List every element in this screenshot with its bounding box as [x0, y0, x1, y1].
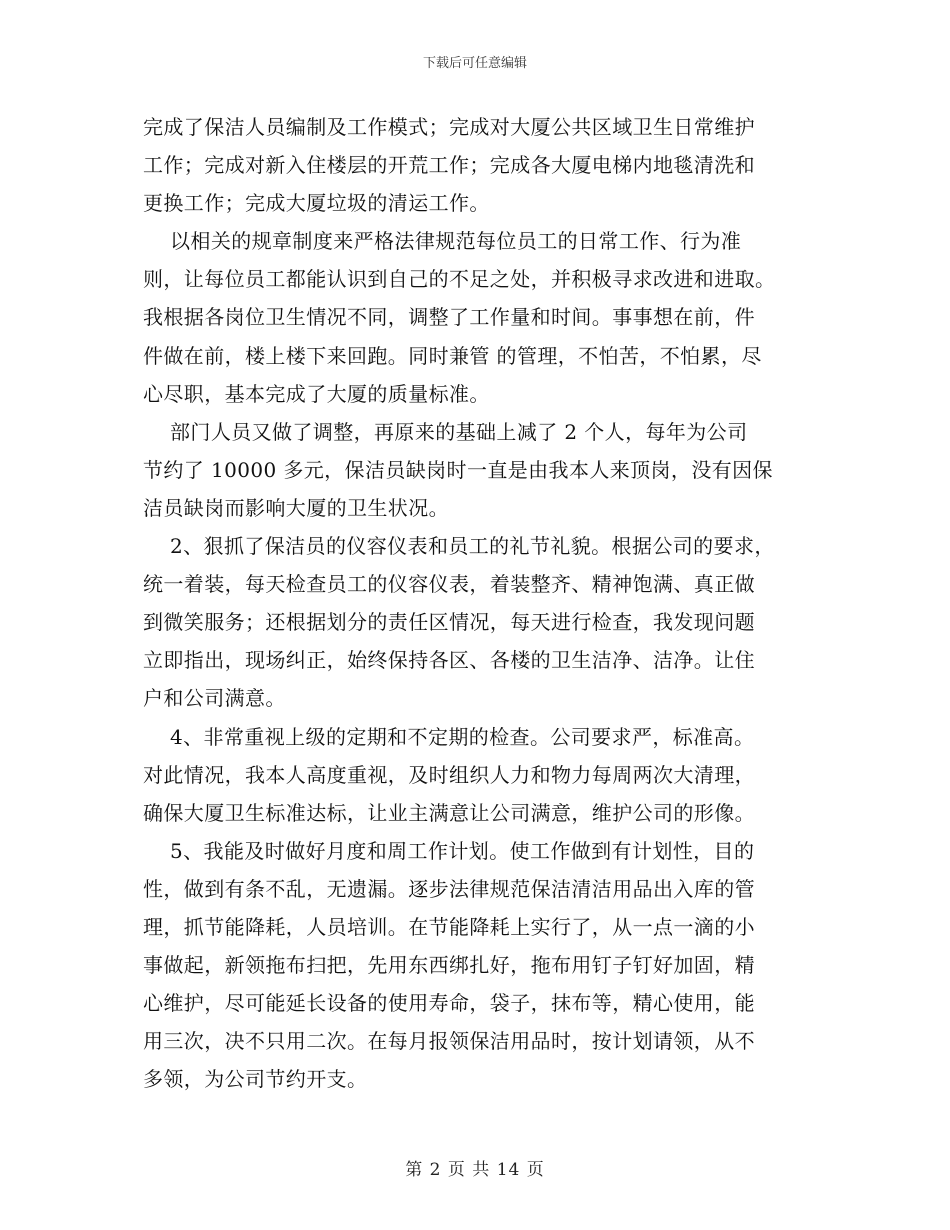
page-header-note: 下载后可任意编辑: [422, 56, 527, 71]
text-line: 则，让每位员工都能认识到自己的不足之处，并积极寻求改进和进取。: [143, 267, 776, 292]
page-number-footer: 第 2 页 共 14 页: [405, 1160, 545, 1180]
text-line: 4、非常重视上级的定期和不定期的检查。公司要求严，标准高。: [143, 724, 755, 749]
text-line: 事做起，新领拖布扫把，先用东西绑扎好，拖布用钉子钉好加固，精: [143, 953, 755, 978]
text-line: 理，抓节能降耗，人员培训。在节能降耗上实行了，从一点一滴的小: [143, 914, 755, 939]
text-line: 2、狠抓了保洁员的仪容仪表和员工的礼节礼貌。根据公司的要求，: [143, 534, 775, 559]
text-line: 户和公司满意。: [143, 686, 286, 711]
text-line: 工作；完成对新入住楼层的开荒工作；完成各大厦电梯内地毯清洗和: [143, 153, 755, 178]
text-line: 立即指出，现场纠正，始终保持各区、各楼的卫生洁净、洁净。让住: [143, 648, 755, 673]
text-line: 心尽职，基本完成了大厦的质量标准。: [143, 381, 490, 406]
text-line: 我根据各岗位卫生情况不同，调整了工作量和时间。事事想在前，件: [143, 305, 755, 330]
text-line: 节约了 10000 多元，保洁员缺岗时一直是由我本人来顶岗，没有因保: [143, 457, 773, 482]
text-line: 完成了保洁人员编制及工作模式；完成对大厦公共区域卫生日常维护: [143, 115, 755, 139]
text-line: 性，做到有条不乱，无遗漏。逐步法律规范保洁清洁用品出入库的管: [143, 876, 755, 901]
text-line: 5、我能及时做好月度和周工作计划。使工作做到有计划性，目的: [143, 838, 755, 863]
text-line: 更换工作；完成大厦垃圾的清运工作。: [143, 191, 490, 216]
text-line: 统一着装，每天检查员工的仪容仪表，着装整齐、精神饱满、真正做: [143, 572, 755, 597]
text-line: 对此情况，我本人高度重视，及时组织人力和物力每周两次大清理，: [143, 762, 755, 787]
text-line: 确保大厦卫生标准达标，让业主满意让公司满意，维护公司的形像。: [143, 800, 755, 825]
text-line: 用三次，决不只用二次。在每月报领保洁用品时，按计划请领，从不: [143, 1029, 755, 1054]
text-line: 件做在前，楼上楼下来回跑。同时兼管 的管理，不怕苦，不怕累，尽: [143, 343, 762, 368]
document-body: [143, 108, 823, 1098]
text-line: 以相关的规章制度来严格法律规范每位员工的日常工作、行为准: [143, 229, 742, 254]
text-line: 洁员缺岗而影响大厦的卫生状况。: [143, 495, 449, 520]
text-line: 部门人员又做了调整，再原来的基础上减了 2 个人，每年为公司: [143, 419, 748, 444]
text-line: 心维护，尽可能延长设备的使用寿命，袋子，抹布等，精心使用，能: [143, 991, 755, 1016]
text-line: 到微笑服务；还根据划分的责任区情况，每天进行检查，我发现问题: [143, 610, 755, 635]
text-line: 多领，为公司节约开支。: [143, 1067, 368, 1092]
